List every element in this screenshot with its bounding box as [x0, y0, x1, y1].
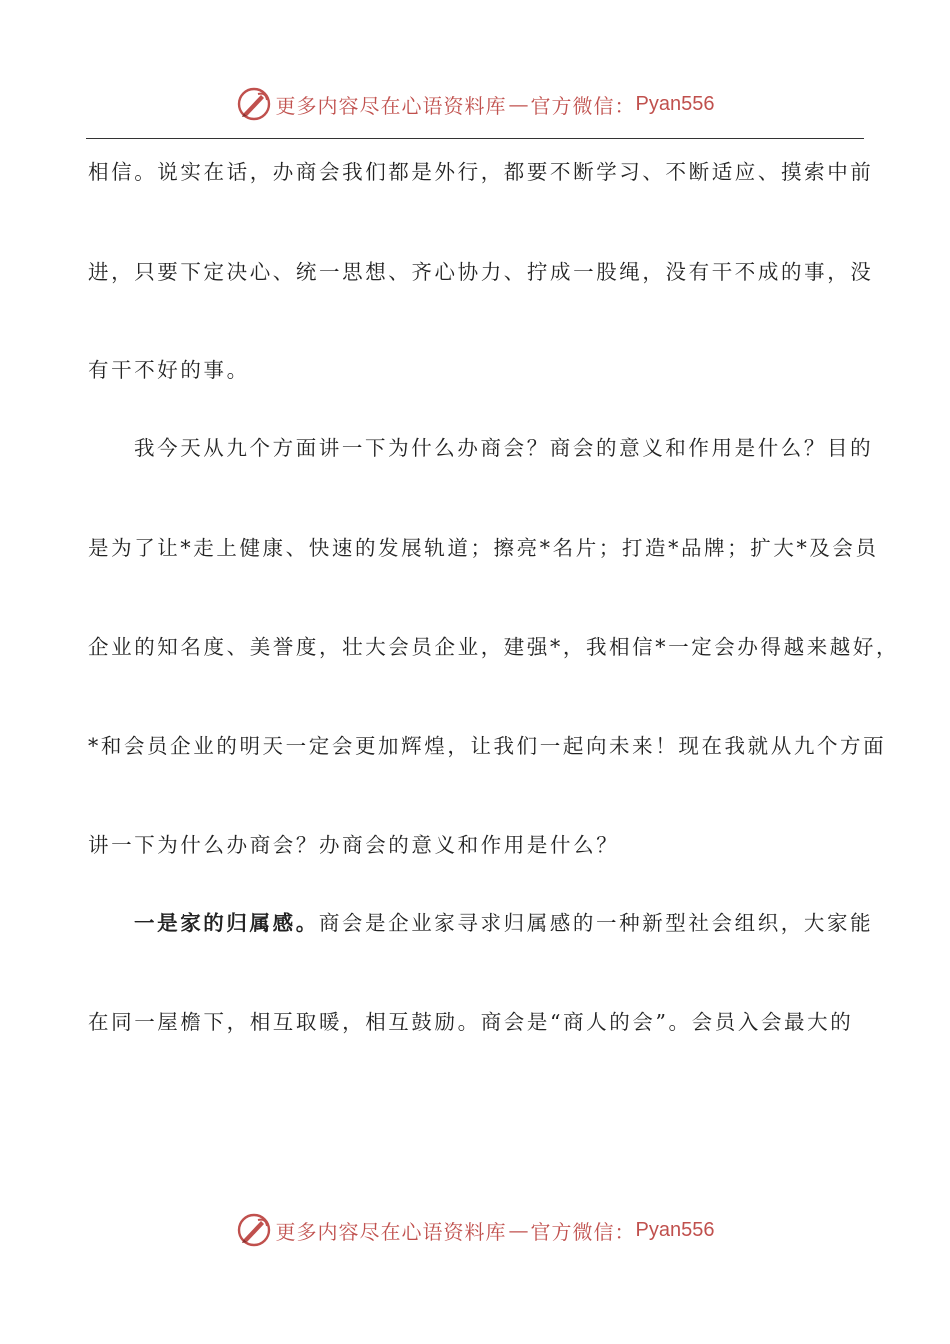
header-rule [86, 138, 864, 139]
p2-line-4: *和会员企业的明天一定会更加辉煌，让我们一起向未来！现在我就从九个方面 [88, 734, 887, 758]
footer-brand: 更多内容尽在心语资料库 [275, 1219, 507, 1244]
header-dash: — [508, 92, 529, 116]
header-banner [0, 84, 950, 124]
p3-line-2: 在同一屋檐下，相互取暖，相互鼓励。商会是“商人的会”。会员入会最大的 [88, 1010, 854, 1034]
footer-account: Pyan556 [635, 1218, 715, 1241]
pen-logo-icon [236, 1212, 272, 1248]
footer-dash: — [508, 1218, 529, 1242]
p2-line-3: 企业的知名度、美誉度，壮大会员企业，建强*，我相信*一定会办得越来越好， [88, 635, 900, 659]
header-account: Pyan556 [635, 92, 715, 115]
header-brand: 更多内容尽在心语资料库 [275, 93, 507, 118]
footer-wechat-label: 官方微信： [530, 1219, 636, 1244]
pen-logo-icon [236, 86, 272, 122]
p1-line-3: 有干不好的事。 [88, 358, 250, 382]
p3-line-1 [134, 903, 914, 943]
section-heading: 一是家的归属感。 [134, 911, 319, 935]
p2-line-1: 我今天从九个方面讲一下为什么办商会？商会的意义和作用是什么？目的 [134, 436, 874, 460]
p1-line-2: 进，只要下定决心、统一思想、齐心协力、拧成一股绳，没有干不成的事，没 [88, 260, 874, 284]
p2-line-2: 是为了让*走上健康、快速的发展轨道；擦亮*名片；打造*品牌；扩大*及会员 [88, 536, 879, 560]
p2-line-5: 讲一下为什么办商会？办商会的意义和作用是什么？ [88, 833, 620, 857]
footer-banner [0, 1210, 950, 1250]
p1-line-1: 相信。说实在话，办商会我们都是外行，都要不断学习、不断适应、摸索中前 [88, 160, 874, 184]
p3-line-1-text: 商会是企业家寻求归属感的一种新型社会组织，大家能 [318, 911, 874, 935]
header-wechat-label: 官方微信： [530, 93, 636, 118]
